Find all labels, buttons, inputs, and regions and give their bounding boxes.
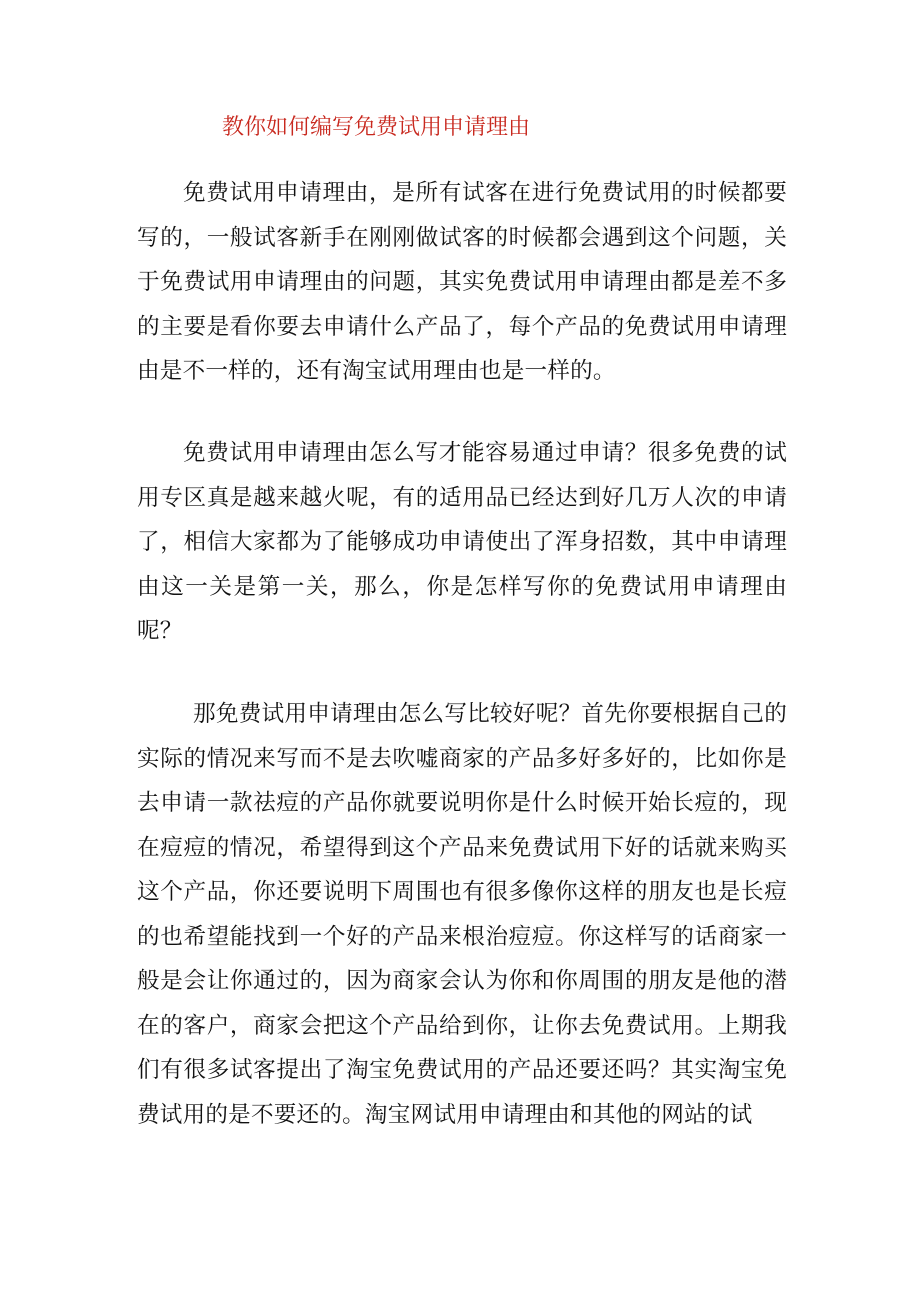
paragraph-2: 免费试用申请理由怎么写才能容易通过申请？很多免费的试用专区真是越来越火呢，有的适用品已经达到好几万人次的申请了，相信大家都为了能够成功申请使出了浑身招数，其中申请理由这一关是第一关，那么，你是怎样写你的免费试用申请理由呢？: [137, 440, 787, 644]
paragraph-3: 那免费试用申请理由怎么写比较好呢？首先你要根据自己的实际的情况来写而不是去吹嘘商家的产品多好多好的，比如你是去申请一款祛痘的产品你就要说明你是什么时候开始长痘的，现在痘痘的情况，希望得到这个产品来免费试用下好的话就来购买这个产品，你还要说明下周围也有很多像你这样的朋友也是长痘的也希望能找到一个好的产品来根治痘痘。你这样写的话商家一般是会让你通过的，因为商家会认为你和你周围的朋友是他的潜在的客户，商家会把这个产品给到你，让你去免费试用。上期我们有很多试客提出了淘宝免费试用的产品还要还吗？其实淘宝免费试用的是不要还的。淘宝网试用申请理由和其他的网站的试: [137, 701, 787, 1128]
document-title: 教你如何编写免费试用申请理由: [222, 115, 531, 140]
paragraph-1: 免费试用申请理由，是所有试客在进行免费试用的时候都要写的，一般试客新手在刚刚做试客的时候都会遇到这个问题，关于免费试用申请理由的问题，其实免费试用申请理由都是差不多的主要是看你要去申请什么产品了，每个产品的免费试用申请理由是不一样的，还有淘宝试用理由也是一样的。: [137, 180, 787, 384]
